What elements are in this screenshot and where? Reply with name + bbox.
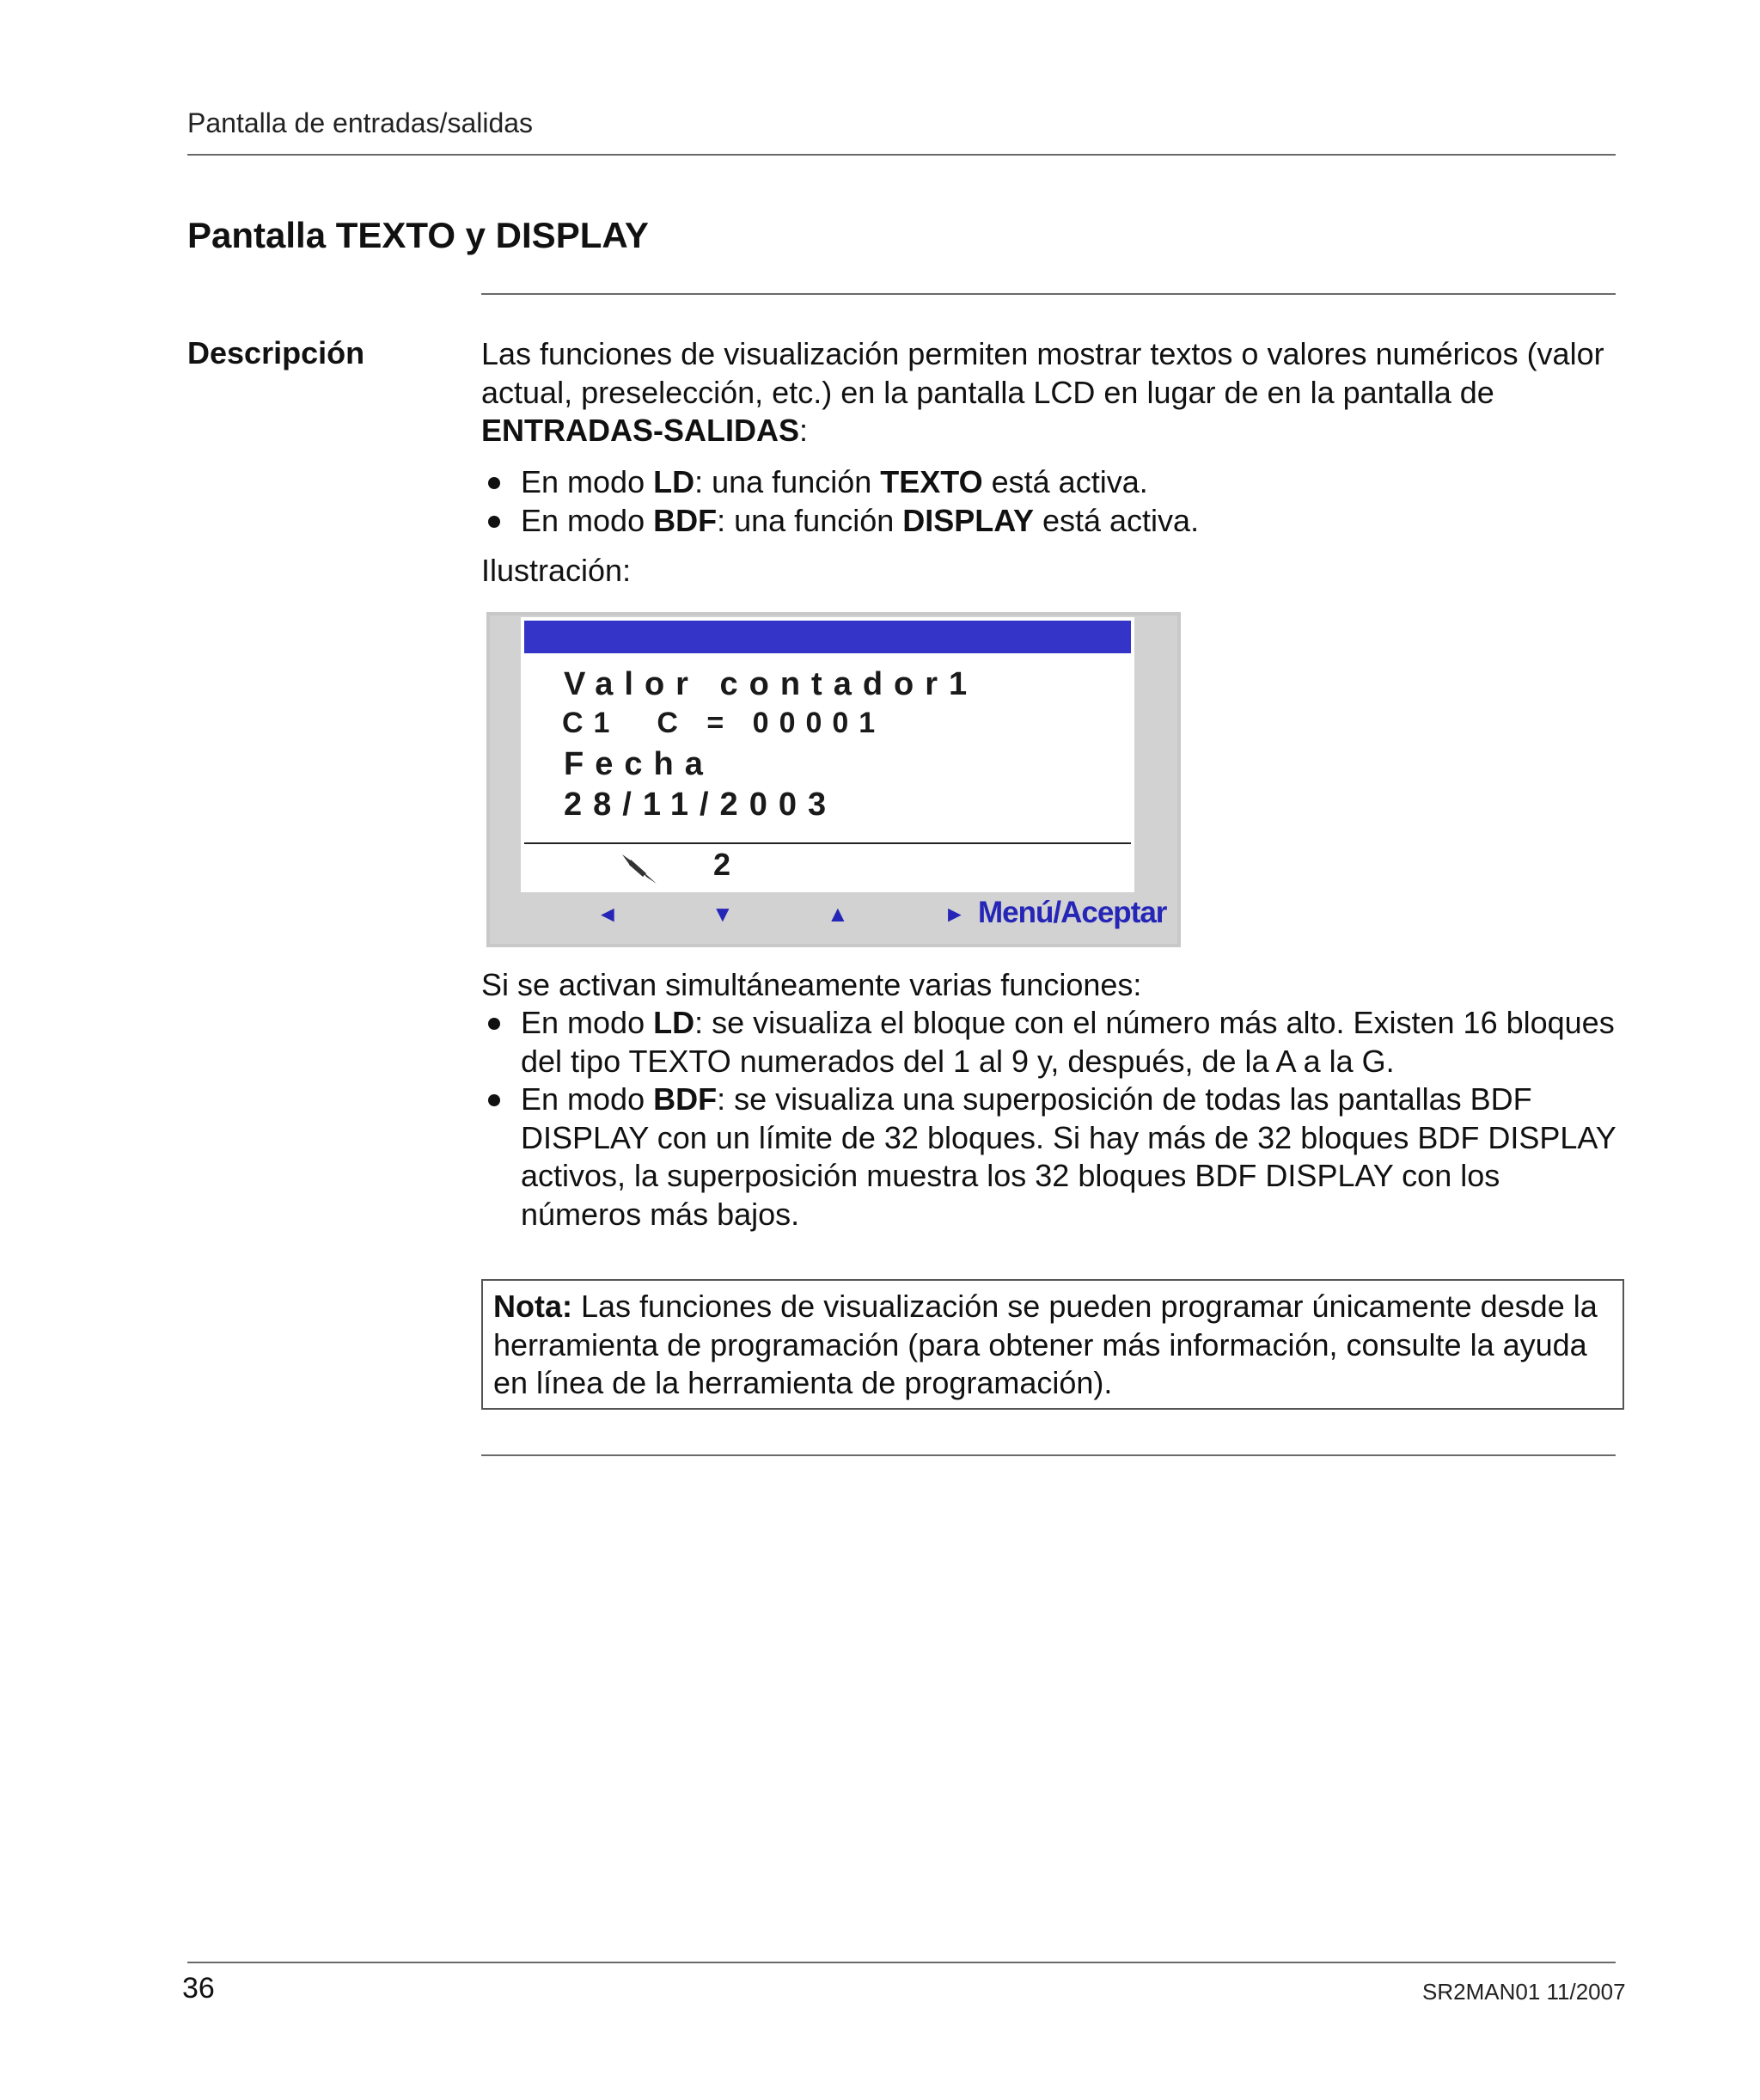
list-item-mode: BDF <box>653 502 718 538</box>
list-item <box>481 502 1616 541</box>
list-item-prefix: En modo <box>521 464 654 499</box>
page-title: Pantalla TEXTO y DISPLAY <box>187 215 649 255</box>
bullet-icon <box>488 477 500 489</box>
page-number: 36 <box>182 1972 215 2005</box>
lcd-title-bar <box>524 621 1131 653</box>
list-item-suffix: está activa. <box>982 464 1148 499</box>
title-rule <box>481 293 1616 295</box>
list-item-mode: BDF <box>653 1081 718 1117</box>
list-item-middle: : una función <box>717 502 903 538</box>
header-rule <box>187 154 1616 156</box>
list-item-prefix: En modo <box>521 502 654 538</box>
intro-paragraph <box>481 335 1616 450</box>
lcd-status-number: 2 <box>713 847 731 882</box>
bullet-icon <box>488 516 500 528</box>
note-text: Las funciones de visualización se pueden programar únicamente desde la herramienta de programación (para obtener más información, consulte la ayuda en línea de la herramienta de programación). <box>493 1289 1598 1400</box>
section-label: Descripción <box>187 335 365 370</box>
list-item-mode: LD <box>653 1005 695 1040</box>
lcd-line-4: 28/11/2003 <box>564 787 838 823</box>
list-item <box>481 463 1616 502</box>
nav-left-button[interactable]: ◄ <box>596 901 619 927</box>
multi-intro: Si se activan simultáneamente varias funciones: <box>481 967 1142 1002</box>
list-item-text: : se visualiza una superposición de todas las pantallas BDF DISPLAY con un límite de 32 bloques. Si hay más de 32 bloques BDF DISPLAY activos, la superposición muestra los 32 bloques BDF DISPLAY con los números más bajos. <box>521 1081 1616 1232</box>
bullet-icon <box>488 1018 500 1030</box>
list-item-prefix: En modo <box>521 1081 654 1117</box>
document-reference: SR2MAN01 11/2007 <box>1422 1979 1626 2005</box>
illustration-label: Ilustración: <box>481 553 632 588</box>
list-item-mode: LD <box>653 464 695 499</box>
section-end-rule <box>481 1454 1616 1456</box>
list-item-prefix: En modo <box>521 1005 654 1040</box>
lcd-line-1: Valor contador1 <box>564 666 979 702</box>
footer-rule <box>187 1962 1616 1963</box>
note-box <box>481 1279 1624 1410</box>
note-label: Nota: <box>493 1289 572 1324</box>
running-header: Pantalla de entradas/salidas <box>187 107 534 138</box>
bullet-icon <box>488 1094 500 1106</box>
intro-text-1: Las funciones de visualización permiten mostrar textos o valores numéricos (valor actual, preselección, etc.) en la pantalla LCD en lugar de en la pantalla de <box>481 336 1604 410</box>
list-item-function: TEXTO <box>880 464 983 499</box>
menu-accept-button[interactable]: Menú/Aceptar <box>978 896 1167 929</box>
modes-list <box>481 463 1616 540</box>
lcd-line-3: Fecha <box>564 746 714 782</box>
nav-down-button[interactable]: ▼ <box>712 901 734 927</box>
list-item-function: DISPLAY <box>902 502 1034 538</box>
list-item-text: : se visualiza el bloque con el número más alto. Existen 16 bloques del tipo TEXTO numerados del 1 al 9 y, después, de la A a la G. <box>521 1005 1615 1079</box>
multi-list <box>481 1004 1624 1234</box>
nav-up-button[interactable]: ▲ <box>827 901 849 927</box>
list-item-middle: : una función <box>694 464 881 499</box>
intro-text-bold: ENTRADAS-SALIDAS <box>481 413 800 448</box>
list-item-suffix: está activa. <box>1033 502 1200 538</box>
diagonal-arrow-icon <box>620 851 658 885</box>
list-item <box>481 1081 1624 1234</box>
nav-right-button[interactable]: ► <box>944 901 966 927</box>
lcd-line-2: C1 C = 00001 <box>562 707 886 739</box>
list-item <box>481 1004 1624 1081</box>
lcd-divider <box>524 842 1131 844</box>
intro-text-2: : <box>799 413 809 448</box>
